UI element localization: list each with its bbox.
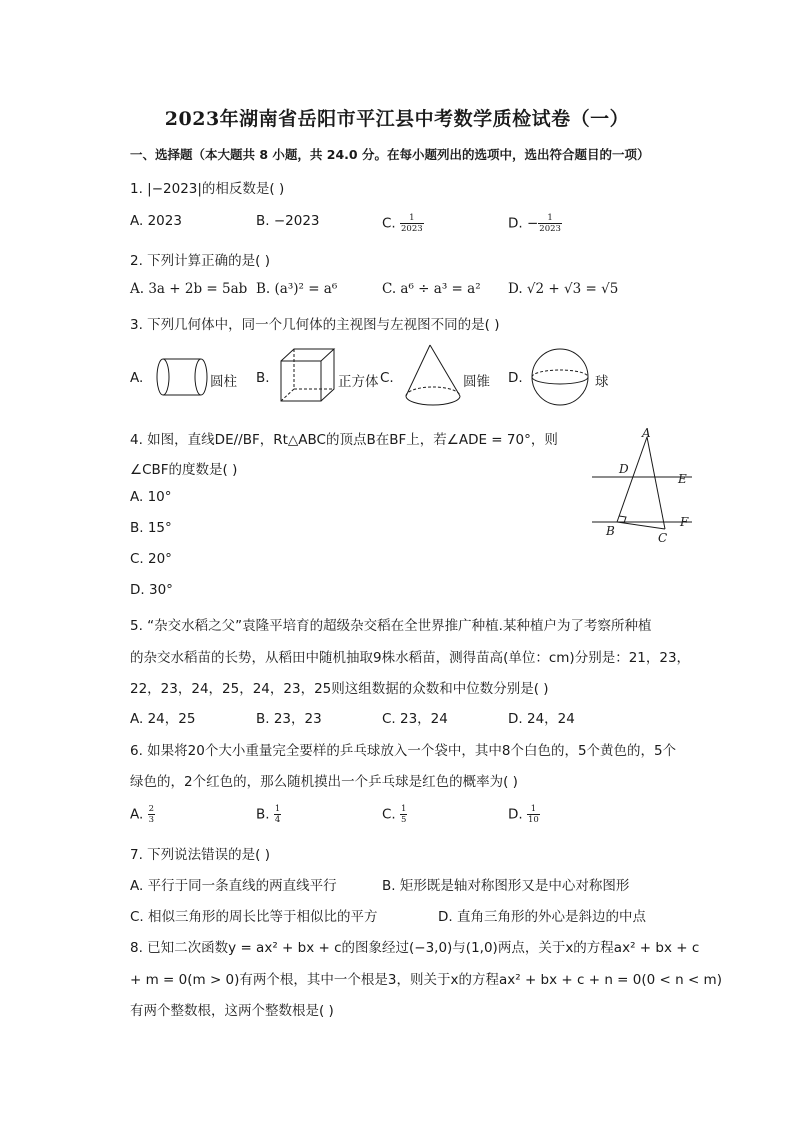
q1-option-c-label: C.: [382, 215, 396, 232]
point-label-e: E: [678, 472, 687, 486]
cone-shape: [404, 344, 464, 410]
point-label-b: B: [606, 524, 615, 538]
question-8-stem-line2: + m = 0(m > 0)有两个根，其中一个根是3，则关于x的方程ax² + bx + c + n = 0(0 < n < m): [130, 972, 722, 988]
question-6-stem-line1: 6. 如果将20个大小重量完全要样的乒乓球放入一个袋中，其中8个白色的，5个黄色的，5个: [130, 743, 677, 759]
q1-option-d-label: D. −: [508, 215, 539, 232]
question-8-stem-line1: 8. 已知二次函数y = ax² + bx + c的图象经过(−3,0)与(1,0)两点，关于x的方程ax² + bx + c: [130, 940, 700, 956]
q5-option-d: D. 24，24: [508, 711, 575, 727]
q1-option-a: A. 2023: [130, 213, 182, 229]
point-label-a: A: [642, 426, 651, 440]
q2-option-d: D. √2 + √3 = √5: [508, 281, 619, 297]
question-5-stem-line2: 的杂交水稻苗的长势，从稻田中随机抽取9株水稻苗，测得苗高(单位：cm)分别是：21，23，: [130, 650, 691, 666]
q7-option-a: A. 平行于同一条直线的两直线平行: [130, 878, 337, 894]
section-heading: 一、选择题（本大题共 8 小题，共 24.0 分。在每小题列出的选项中，选出符合题目的一项）: [130, 147, 650, 162]
question-5-stem-line3: 22，23，24，25，24，23，25则这组数据的众数和中位数分别是( ): [130, 681, 549, 697]
q7-option-c: C. 相似三角形的周长比等于相似比的平方: [130, 909, 378, 925]
q2-option-c: C. a⁶ ÷ a³ = a²: [382, 281, 481, 297]
q6-option-d-fraction: $\frac{1}{10}$: [527, 804, 539, 825]
q3-option-b-label: B.: [256, 370, 270, 386]
sphere-shape: [531, 347, 591, 407]
q3-option-a-label: A.: [130, 370, 144, 386]
q3-cone-name: 圆锥: [463, 374, 490, 390]
q6-option-b: B. $\frac{1}{4}$: [256, 804, 281, 825]
q4-option-d: D. 30°: [130, 582, 173, 598]
question-1-stem: 1. |−2023|的相反数是( ): [130, 181, 285, 197]
point-label-f: F: [680, 515, 689, 529]
q1-option-d-fraction: $\frac{1}{2023}$: [539, 213, 561, 234]
point-label-d: D: [619, 462, 629, 476]
q3-option-c-label: C.: [380, 370, 394, 386]
question-4-stem-line1: 4. 如图，直线DE//BF，Rt△ABC的顶点B在BF上，若∠ADE = 70°，则: [130, 432, 558, 448]
q1-option-b: B. −2023: [256, 213, 320, 229]
q6-option-c: C. $\frac{1}{5}$: [382, 804, 407, 825]
q4-option-b: B. 15°: [130, 520, 172, 536]
q6-option-a: A. $\frac{2}{3}$: [130, 804, 155, 825]
q1-option-c: [382, 213, 424, 234]
question-3-stem: 3. 下列几何体中，同一个几何体的主视图与左视图不同的是( ): [130, 317, 500, 333]
point-label-c: C: [658, 531, 668, 545]
q5-option-b: B. 23，23: [256, 711, 322, 727]
q5-option-a: A. 24，25: [130, 711, 196, 727]
q6-option-a-fraction: $\frac{2}{3}$: [148, 804, 155, 825]
q6-option-c-fraction: $\frac{1}{5}$: [401, 804, 407, 825]
q2-option-a: A. 3a + 2b = 5ab: [130, 281, 248, 297]
q4-option-c: C. 20°: [130, 551, 172, 567]
q4-geometry-figure: [588, 425, 698, 550]
q3-cylinder-name: 圆柱: [210, 374, 237, 390]
q1-option-d: [508, 213, 562, 234]
q6-option-b-fraction: $\frac{1}{4}$: [274, 804, 281, 825]
q2-option-b: B. (a³)² = a⁶: [256, 281, 338, 297]
q5-option-c: C. 23，24: [382, 711, 448, 727]
question-4-stem-line2: ∠CBF的度数是( ): [130, 462, 238, 478]
q7-option-b: B. 矩形既是轴对称图形又是中心对称图形: [382, 878, 630, 894]
q3-option-d-label: D.: [508, 370, 523, 386]
q3-sphere-name: 球: [595, 374, 609, 390]
cube-shape: [280, 348, 336, 404]
q6-option-d: D. $\frac{1}{10}$: [508, 804, 539, 825]
question-5-stem-line1: 5. “杂交水稻之父”袁隆平培育的超级杂交稻在全世界推广种植.某种植户为了考察所种植: [130, 618, 652, 634]
question-6-stem-line2: 绿色的，2个红色的，那么随机摸出一个乒乓球是红色的概率为( ): [130, 774, 518, 790]
cylinder-shape: [156, 355, 208, 399]
page-title: 2023年湖南省岳阳市平江县中考数学质检试卷（一）: [164, 108, 630, 130]
q1-option-c-fraction: $\frac{1}{2023}$: [401, 213, 423, 234]
question-7-stem: 7. 下列说法错误的是( ): [130, 847, 270, 863]
q7-option-d: D. 直角三角形的外心是斜边的中点: [438, 909, 646, 925]
question-2-stem: 2. 下列计算正确的是( ): [130, 253, 270, 269]
q3-cube-name: 正方体: [338, 374, 379, 390]
q4-option-a: A. 10°: [130, 489, 172, 505]
question-8-stem-line3: 有两个整数根，这两个整数根是( ): [130, 1003, 334, 1019]
